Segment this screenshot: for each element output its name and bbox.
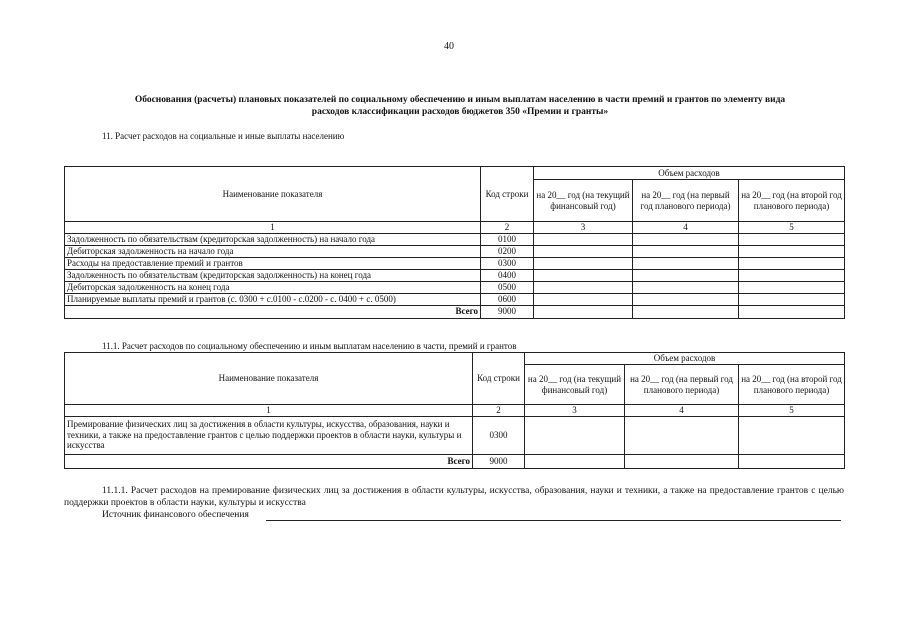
- value-cell[interactable]: [633, 281, 739, 293]
- section-11-1-1-paragraph: [64, 485, 844, 509]
- value-cell[interactable]: [739, 245, 845, 257]
- value-cell[interactable]: [625, 454, 739, 468]
- total-label: Всего: [65, 454, 473, 468]
- table-row: [65, 293, 845, 305]
- row-code: 0300: [473, 416, 525, 454]
- row-name: Премирование физических лиц за достижения в области культуры, искусства, образования, науки и техники, а также на предоставление грантов с целью поддержки проектов в области науки, культуры и искусства: [65, 416, 473, 454]
- section-11-1-1-text: 11.1.1. Расчет расходов на премирование физических лиц за достижения в области культуры, искусства, образования, науки и техники, а также на предоставление грантов с целью поддержки проектов в области науки, культуры и искусства: [64, 486, 844, 508]
- value-cell[interactable]: [633, 305, 739, 318]
- col-num-5: 5: [739, 405, 845, 417]
- col-num-2: 2: [473, 405, 525, 417]
- col-num-4: 4: [625, 405, 739, 417]
- table-11-1: [64, 352, 845, 469]
- col-num-5: 5: [739, 222, 845, 234]
- header-year-3: на 20__ год (на второй год планового периода): [739, 180, 845, 222]
- row-name: Задолженность по обязательствам (кредиторская задолженность) на конец года: [65, 269, 481, 281]
- row-code: 0500: [481, 281, 534, 293]
- table-row: [65, 269, 845, 281]
- value-cell[interactable]: [534, 281, 633, 293]
- table-row: [65, 245, 845, 257]
- value-cell[interactable]: [739, 233, 845, 245]
- header-code: Код строки: [481, 167, 534, 222]
- table-row: [65, 281, 845, 293]
- document-title: [80, 94, 840, 118]
- value-cell[interactable]: [534, 305, 633, 318]
- value-cell[interactable]: [739, 305, 845, 318]
- header-volume: Объем расходов: [525, 353, 845, 365]
- row-name: Дебиторская задолженность на начало года: [65, 245, 481, 257]
- col-num-2: 2: [481, 222, 534, 234]
- value-cell[interactable]: [739, 293, 845, 305]
- col-num-3: 3: [534, 222, 633, 234]
- section-11-1-heading: 11.1. Расчет расходов по социальному обеспечению и иным выплатам населению в части, премий и грантов: [102, 341, 517, 351]
- col-num-1: 1: [65, 405, 473, 417]
- row-name: Расходы на предоставление премий и грантов: [65, 257, 481, 269]
- col-num-3: 3: [525, 405, 625, 417]
- value-cell[interactable]: [633, 269, 739, 281]
- table-row: [65, 257, 845, 269]
- col-num-1: 1: [65, 222, 481, 234]
- row-name: Планируемые выплаты премий и грантов (с. 0300 + с.0100 - с.0200 - с. 0400 + с. 0500): [65, 293, 481, 305]
- header-code: Код строки: [473, 353, 525, 405]
- value-cell[interactable]: [534, 233, 633, 245]
- row-code: 0400: [481, 269, 534, 281]
- value-cell[interactable]: [739, 269, 845, 281]
- row-code: 0600: [481, 293, 534, 305]
- header-volume: Объем расходов: [534, 167, 845, 180]
- total-code: 9000: [481, 305, 534, 318]
- value-cell[interactable]: [525, 454, 625, 468]
- row-name: Задолженность по обязательствам (кредиторская задолженность) на начало года: [65, 233, 481, 245]
- row-name: Дебиторская задолженность на конец года: [65, 281, 481, 293]
- col-num-4: 4: [633, 222, 739, 234]
- value-cell[interactable]: [633, 233, 739, 245]
- header-year-2: на 20__ год (на первый год планового периода): [625, 365, 739, 405]
- value-cell[interactable]: [739, 416, 845, 454]
- row-code: 0100: [481, 233, 534, 245]
- header-name: Наименование показателя: [65, 167, 481, 222]
- total-row: [65, 305, 845, 318]
- row-code: 0200: [481, 245, 534, 257]
- value-cell[interactable]: [633, 245, 739, 257]
- value-cell[interactable]: [534, 245, 633, 257]
- title-line-2: расходов классификации расходов бюджетов 350 «Премии и гранты»: [311, 107, 609, 117]
- header-year-1: на 20__ год (на текущий финансовый год): [525, 365, 625, 405]
- total-code: 9000: [473, 454, 525, 468]
- value-cell[interactable]: [739, 281, 845, 293]
- value-cell[interactable]: [633, 257, 739, 269]
- value-cell[interactable]: [534, 293, 633, 305]
- section-11-heading: 11. Расчет расходов на социальные и иные выплаты населению: [102, 131, 345, 141]
- row-code: 0300: [481, 257, 534, 269]
- value-cell[interactable]: [625, 416, 739, 454]
- header-name: Наименование показателя: [65, 353, 473, 405]
- value-cell[interactable]: [739, 257, 845, 269]
- page-number: 40: [444, 41, 454, 52]
- value-cell[interactable]: [525, 416, 625, 454]
- header-year-3: на 20__ год (на второй год планового периода): [739, 365, 845, 405]
- table-row: [65, 233, 845, 245]
- title-line-1: Обоснования (расчеты) плановых показателей по социальному обеспечению и иным выплатам населению в части премий и грантов по элементу вида: [134, 95, 786, 105]
- header-year-2: на 20__ год (на первый год планового периода): [633, 180, 739, 222]
- value-cell[interactable]: [534, 257, 633, 269]
- value-cell[interactable]: [633, 293, 739, 305]
- total-row: [65, 454, 845, 468]
- table-11: [64, 166, 845, 319]
- total-label: Всего: [65, 305, 481, 318]
- table-row: [65, 416, 845, 454]
- value-cell[interactable]: [739, 454, 845, 468]
- header-year-1: на 20__ год (на текущий финансовый год): [534, 180, 633, 222]
- source-label: Источник финансового обеспечения: [102, 510, 249, 520]
- source-input-line[interactable]: [266, 520, 841, 521]
- value-cell[interactable]: [534, 269, 633, 281]
